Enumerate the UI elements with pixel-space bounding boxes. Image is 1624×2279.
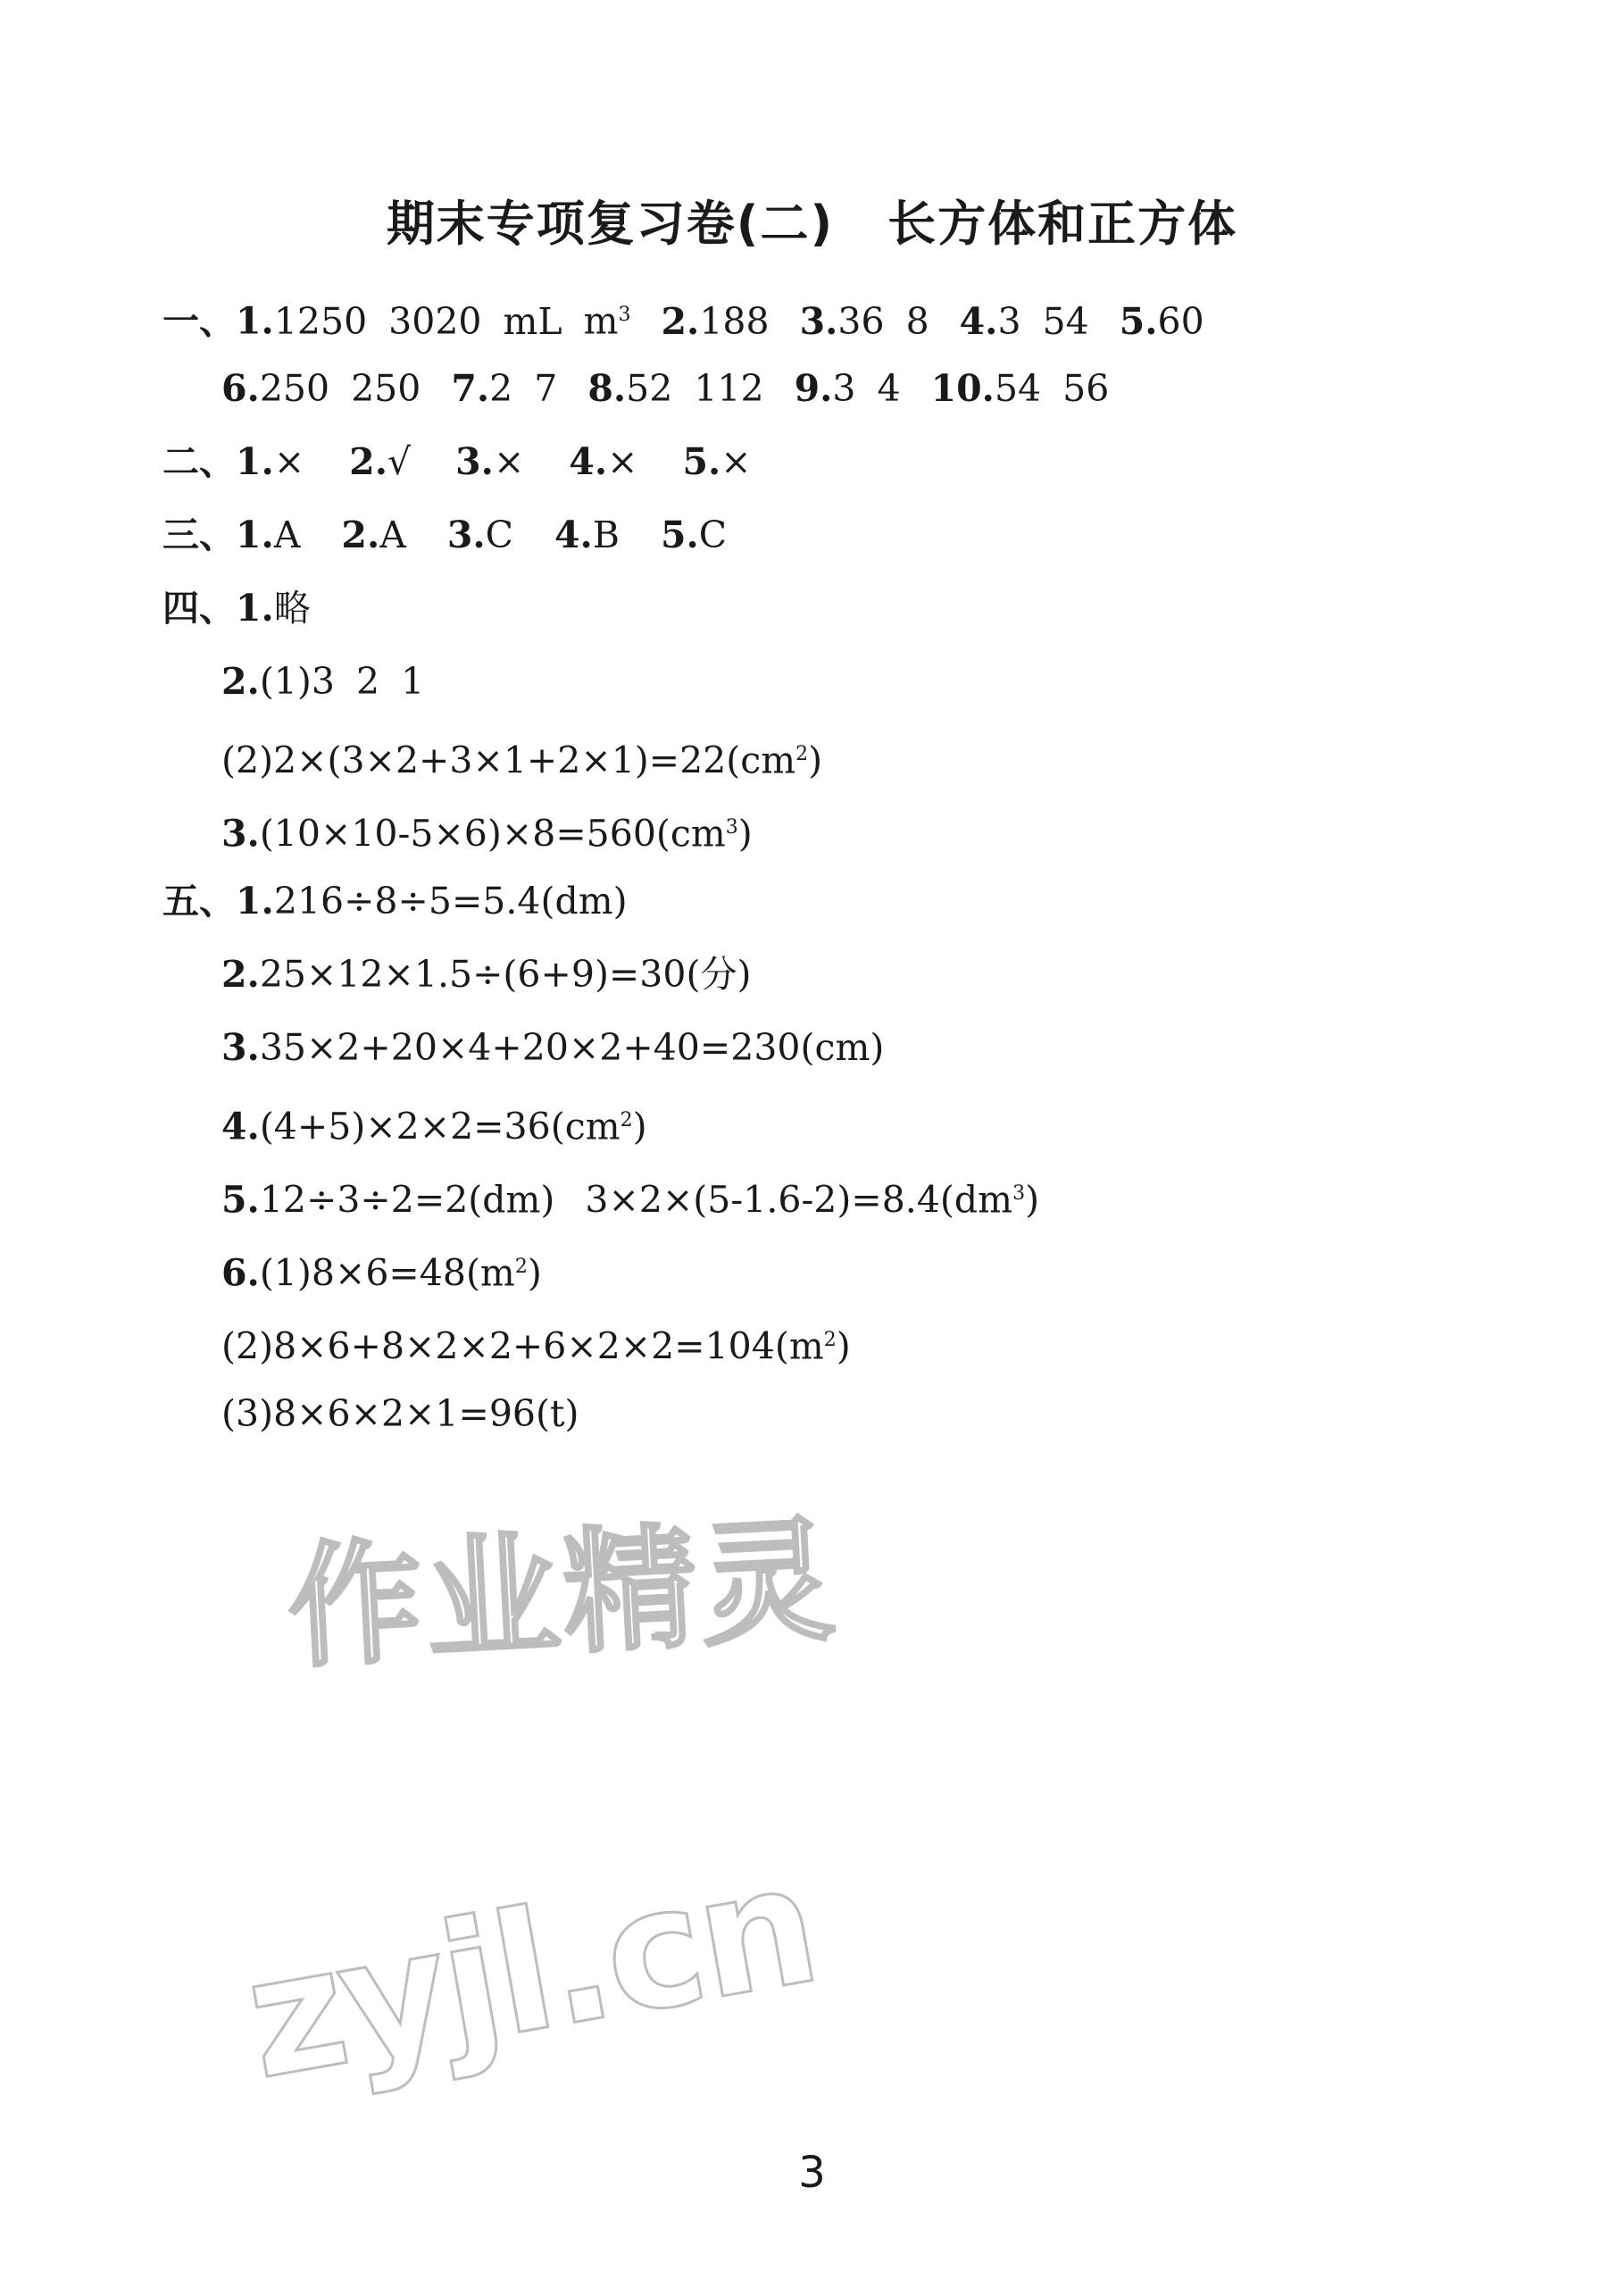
answer-item: 1.A — [236, 513, 301, 556]
section-4-q3: $3.(10\times 10-5\times 6)\times 8=560(cm^3)$ — [221, 812, 753, 856]
title-right: 长方体和正方体 — [887, 196, 1238, 252]
watermark-url: zyjl.cn — [233, 1827, 829, 2116]
section-label: 四、 — [162, 587, 236, 630]
section-1-row-1 — [162, 288, 1204, 343]
section-label: 三、 — [162, 513, 236, 556]
section-label: 一、 — [162, 299, 236, 343]
section-5-q3: 3.35×2+20×4+20×2+40=230(cm) — [221, 1026, 885, 1069]
answer-item: 4.B — [554, 513, 620, 556]
page-title — [0, 186, 1624, 255]
page-number: 3 — [798, 2148, 826, 2198]
answer-item: 10.54 56 — [930, 367, 1110, 410]
answer-item: 2.188 — [661, 299, 770, 343]
section-4-q1: 四、1.略 — [162, 587, 311, 630]
section-5-q1: 五、1.216÷8÷5=5.4(dm) — [162, 880, 628, 922]
answer-item: 6.250 250 — [221, 367, 421, 410]
answer-item: 9.3 4 — [794, 367, 901, 410]
title-left: 期末专项复习卷(二) — [386, 196, 835, 252]
section-label: 五、 — [162, 880, 236, 922]
answer-item: 2.A — [341, 513, 406, 556]
answer-item: 8.52 112 — [587, 367, 764, 410]
section-2 — [162, 434, 752, 489]
section-4-q2-part1: 2.(1)3 2 1 — [221, 660, 425, 703]
answer-item: 3.36 8 — [799, 299, 929, 343]
section-5-q5: 5.12÷3÷2=2(dm) $3\times 2\times(5-1.6-2)=8.4(dm^3)$ — [221, 1178, 1040, 1222]
answer-item: 4.3 54 — [959, 299, 1089, 343]
section-5-q6-part2: $(2)8\times 6+8\times 2\times 2+6\times 2\times 2=104(m^2)$ — [221, 1324, 851, 1368]
section-5-q6-part1: $6.(1)8\times 6=48(m^2)$ — [221, 1251, 542, 1295]
answer-item: 7.2 7 — [451, 367, 558, 410]
section-5-q2: 2.25×12×1.5÷(6+9)=30(分) — [221, 953, 752, 996]
answer-item: 5.C — [660, 513, 728, 556]
answer-item: 5.× — [682, 440, 752, 483]
section-3 — [162, 507, 727, 563]
section-5-q6-part3: (3)8×6×2×1=96(t) — [221, 1392, 579, 1435]
answer-item: 5.60 — [1119, 299, 1204, 343]
answer-item: 2.√ — [349, 440, 412, 483]
section-5-q4: $4.(4+5)\times 2\times 2=36(cm^2)$ — [221, 1105, 647, 1148]
answer-item: 3.C — [446, 513, 514, 556]
section-1-row-2 — [221, 361, 1109, 416]
section-4-q2-part2: $(2)2\times(3\times 2+3\times 1+2\times 1)=22(cm^2)$ — [221, 739, 823, 782]
answer-item: 3.× — [455, 440, 525, 483]
answer-item: 1.× — [236, 440, 305, 483]
answer-item: 4.× — [569, 440, 638, 483]
section-label: 二、 — [162, 440, 236, 483]
answer-item: 1.1250 3020 mL $m^3$ — [236, 299, 631, 343]
watermark-text: 作业精灵 — [284, 1502, 842, 1687]
